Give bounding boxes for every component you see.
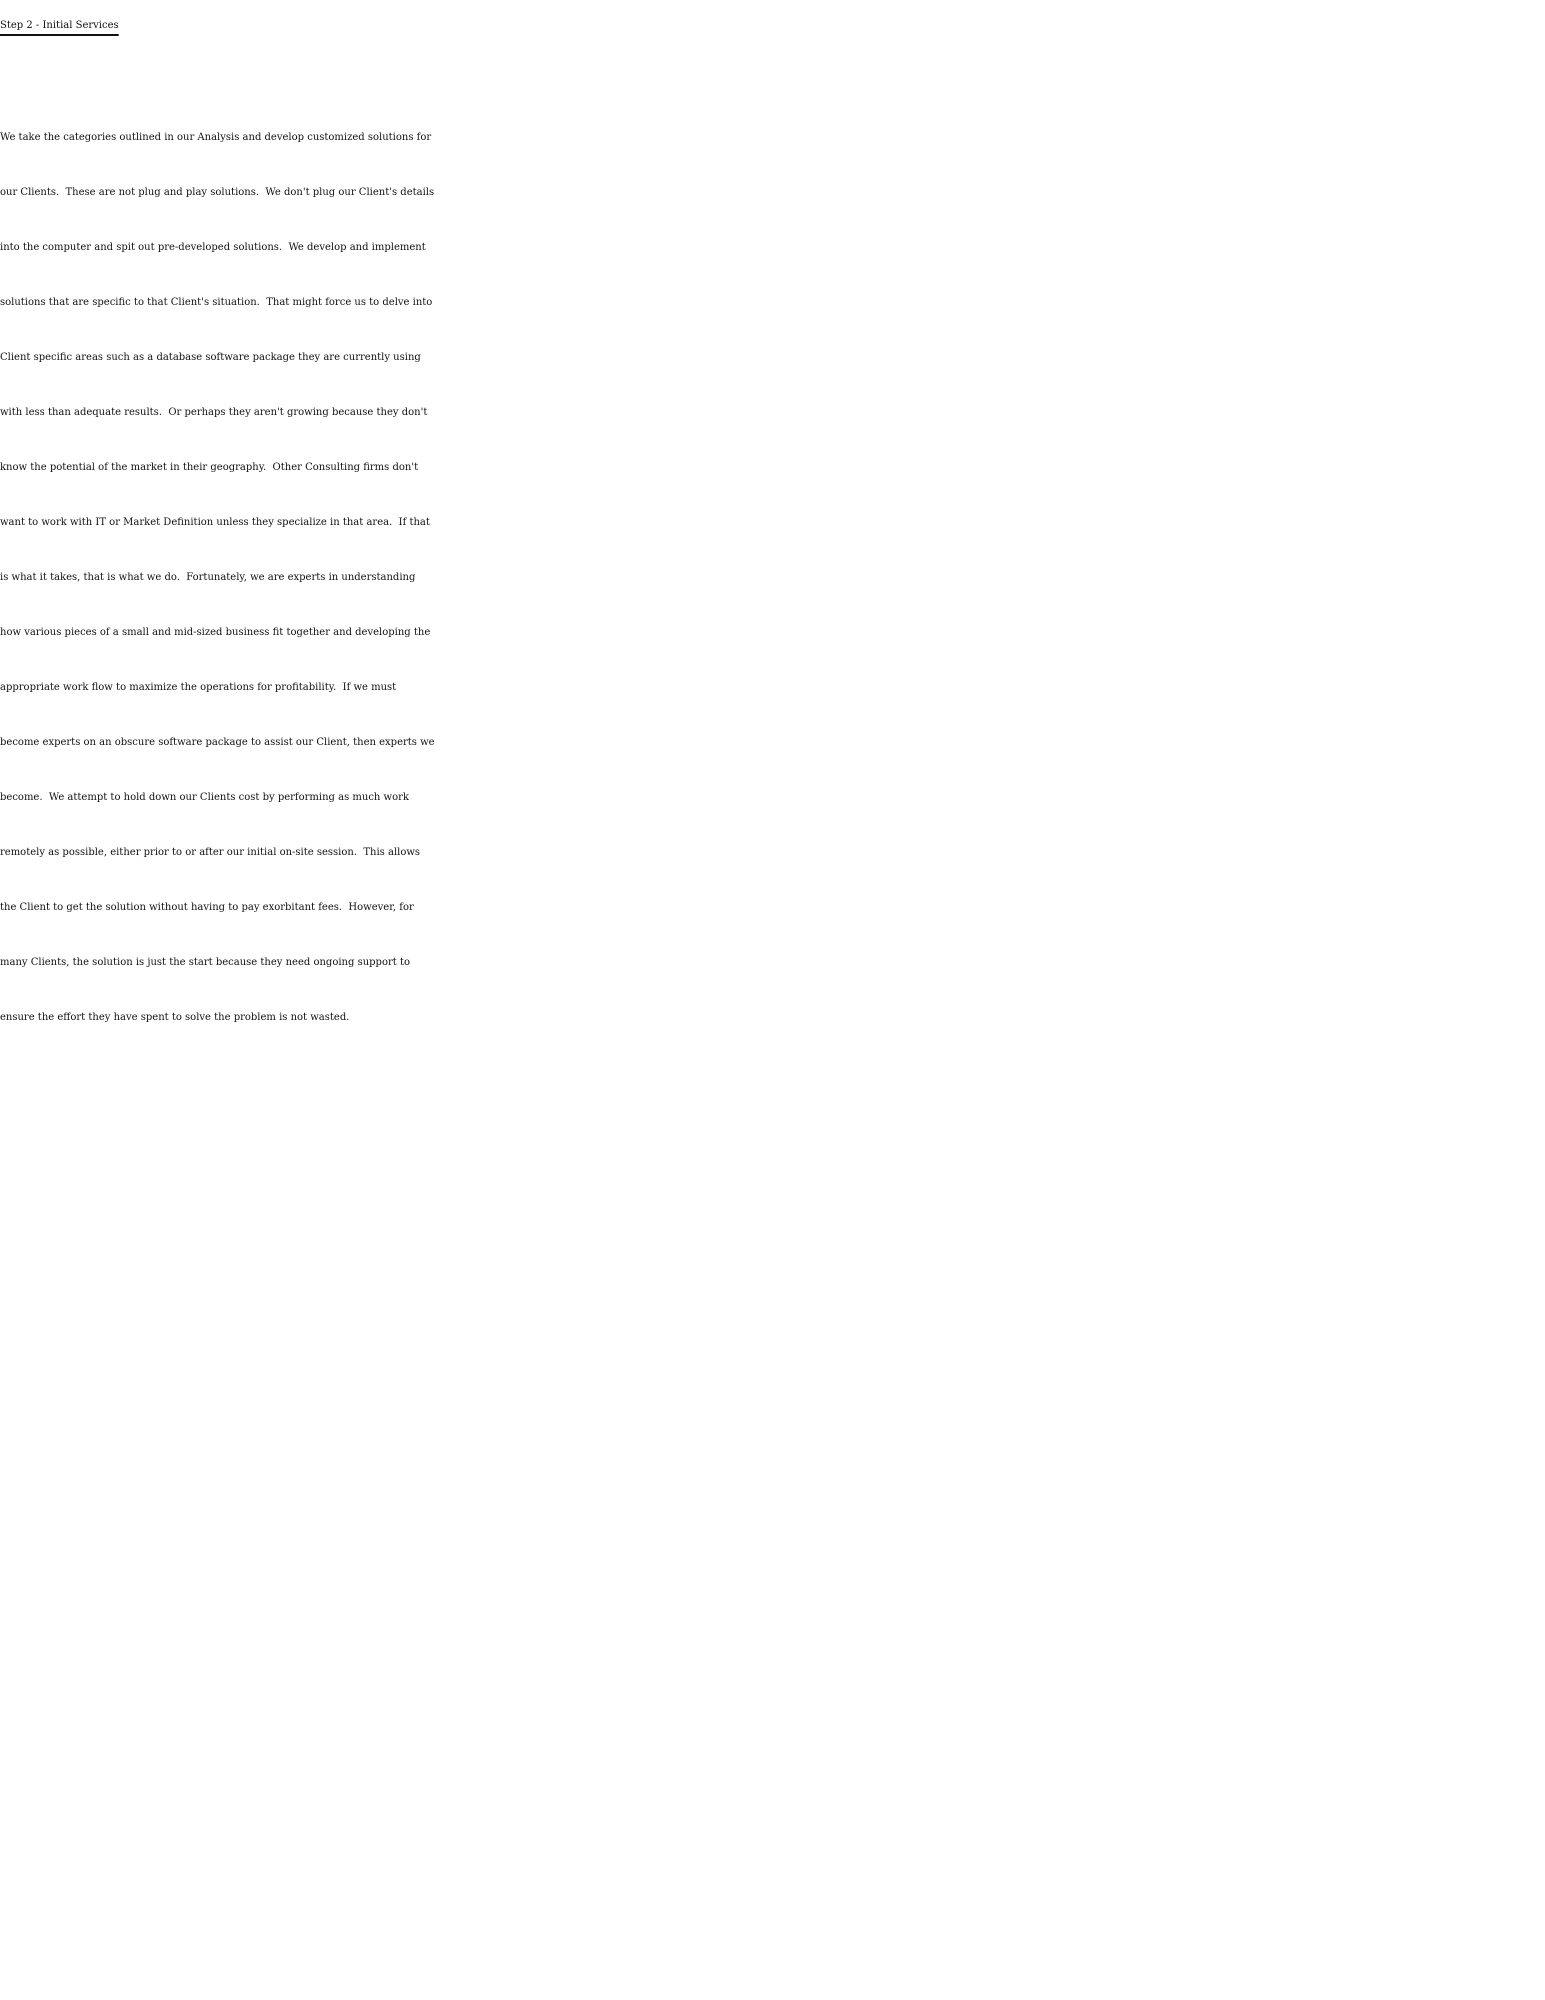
section-heading: Step 2 - Initial Services: [0, 20, 119, 31]
paragraph-line: become experts on an obscure software package to assist our Client, then experts we: [0, 737, 435, 748]
paragraph-line: know the potential of the market in their geography. Other Consulting firms don't: [0, 462, 419, 473]
body-paragraph: [0, 110, 1545, 1045]
paragraph-line: into the computer and spit out pre-developed solutions. We develop and implement: [0, 242, 426, 253]
paragraph-line: appropriate work flow to maximize the operations for profitability. If we must: [0, 682, 397, 693]
paragraph-line: want to work with IT or Market Definition unless they specialize in that area. If that: [0, 517, 430, 528]
paragraph-line: become. We attempt to hold down our Clients cost by performing as much work: [0, 792, 409, 803]
paragraph-line: how various pieces of a small and mid-sized business fit together and developing the: [0, 627, 431, 638]
paragraph-line: many Clients, the solution is just the start because they need ongoing support to: [0, 957, 410, 968]
paragraph-line: is what it takes, that is what we do. Fortunately, we are experts in understanding: [0, 572, 416, 583]
paragraph-line: remotely as possible, either prior to or after our initial on-site session. This allows: [0, 847, 421, 858]
paragraph-line: ensure the effort they have spent to solve the problem is not wasted.: [0, 1012, 350, 1023]
paragraph-line: the Client to get the solution without having to pay exorbitant fees. However, for: [0, 902, 414, 913]
paragraph-line: solutions that are specific to that Client's situation. That might force us to delve into: [0, 297, 433, 308]
paragraph-line: our Clients. These are not plug and play solutions. We don't plug our Client's details: [0, 187, 435, 198]
paragraph-line: Client specific areas such as a database software package they are currently using: [0, 352, 421, 363]
paragraph-line: We take the categories outlined in our Analysis and develop customized solutions for: [0, 132, 432, 143]
paragraph-line: with less than adequate results. Or perhaps they aren't growing because they don't: [0, 407, 428, 418]
